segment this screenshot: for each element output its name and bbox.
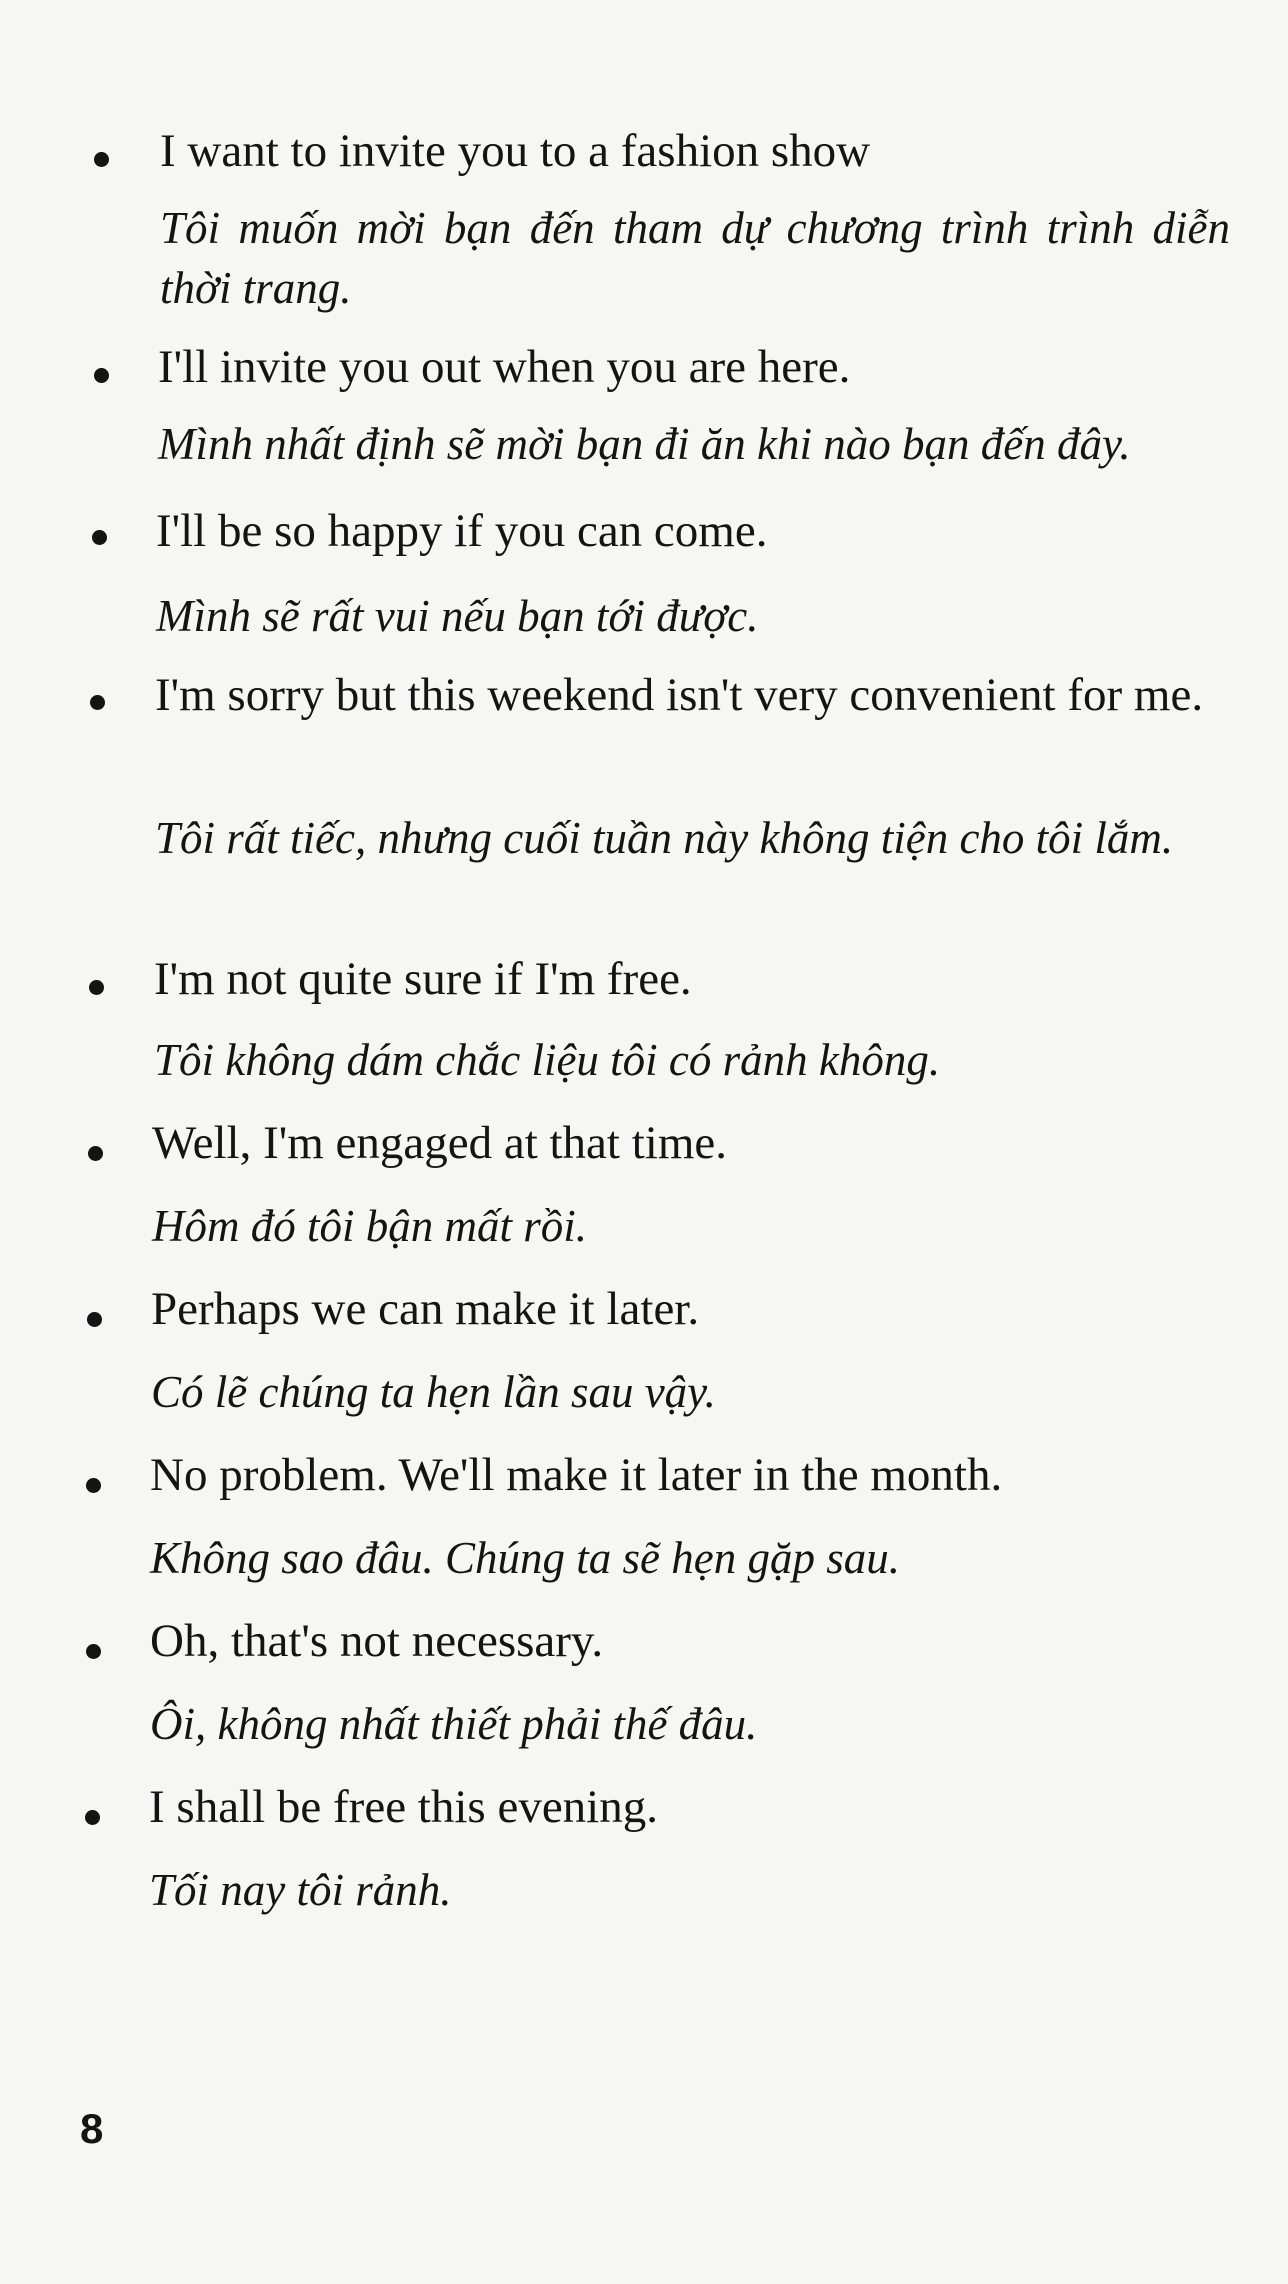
vietnamese-translation: Không sao đâu. Chúng ta sẽ hẹn gặp sau. (150, 1533, 901, 1583)
bullet-icon (86, 1644, 101, 1659)
bullet-icon (94, 368, 109, 383)
bullet-icon (94, 152, 109, 167)
page-number: 8 (80, 2105, 104, 2152)
vietnamese-translation: Ôi, không nhất thiết phải thế đâu. (150, 1699, 758, 1749)
english-phrase: I'm sorry but this weekend isn't very convenient for me. (155, 669, 1204, 721)
english-phrase: I shall be free this evening. (149, 1781, 658, 1833)
vietnamese-translation: Mình sẽ rất vui nếu bạn tới được. (156, 591, 759, 641)
bullet-icon (86, 1478, 101, 1493)
vietnamese-translation: Tôi rất tiếc, nhưng cuối tuần này không tiện cho tôi lắm. (155, 813, 1174, 863)
vietnamese-translation: Tối nay tôi rảnh. (149, 1865, 452, 1915)
vietnamese-translation: Tôi không dám chắc liệu tôi có rảnh không. (154, 1035, 941, 1085)
vietnamese-translation: Hôm đó tôi bận mất rồi. (152, 1201, 588, 1251)
english-phrase: Perhaps we can make it later. (151, 1283, 700, 1335)
english-phrase: I'll invite you out when you are here. (158, 341, 851, 393)
bullet-icon (85, 1810, 100, 1825)
english-phrase: I'll be so happy if you can come. (156, 505, 768, 557)
bullet-icon (87, 1312, 102, 1327)
bullet-icon (92, 530, 107, 545)
bullet-icon (90, 695, 105, 710)
bullet-icon (89, 980, 104, 995)
vietnamese-translation: Có lẽ chúng ta hẹn lần sau vậy. (151, 1367, 716, 1417)
vietnamese-translation: Tôi muốn mời bạn đến tham dự chương trình trình diễn thời trang. (160, 203, 1230, 313)
bullet-icon (88, 1146, 103, 1161)
english-phrase: Oh, that's not necessary. (150, 1615, 604, 1667)
english-phrase: I want to invite you to a fashion show (160, 125, 871, 177)
english-phrase: Well, I'm engaged at that time. (152, 1117, 728, 1169)
vietnamese-translation: Mình nhất định sẽ mời bạn đi ăn khi nào bạn đến đây. (158, 419, 1131, 469)
english-phrase: I'm not quite sure if I'm free. (154, 953, 692, 1005)
english-phrase: No problem. We'll make it later in the month. (150, 1449, 1003, 1501)
